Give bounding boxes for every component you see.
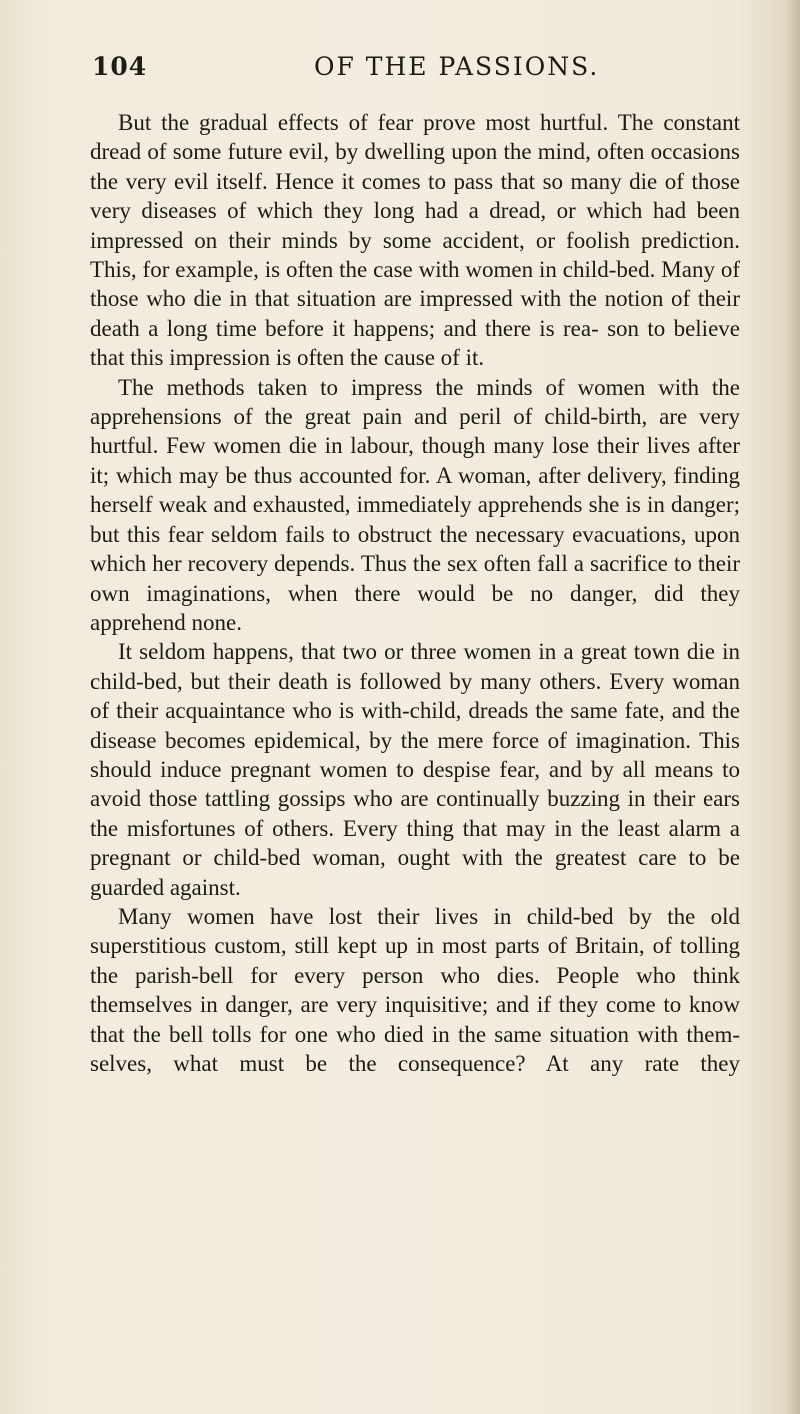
page-number: 104 bbox=[92, 52, 148, 81]
paragraph-fear-effects: But the gradual effects of fear prove most hurtful. The constant dread of some future evil, by dwelling upon the mind, often occasions the very evil itself. Hence it comes to pass that so many die of those very diseases of which they long had a dread, or which had been impressed on their minds by some accident, or foolish prediction. This, for example, is often the case with women in child-bed. Many of those who die in that situation are impressed with the notion of their death a long time before it happens; and there is rea- son to believe that this impression is often the cause of it. bbox=[90, 110, 740, 371]
body-text bbox=[90, 108, 740, 1078]
running-head bbox=[92, 52, 752, 88]
page-edge-shadow bbox=[786, 0, 800, 1414]
running-title: OF THE PASSIONS. bbox=[314, 52, 600, 81]
paragraph-parish-bell: Many women have lost their lives in child-bed by the old superstitious custom, still kept up in most parts of Britain, of tolling the parish-bell for every person who dies. People who think themselves in danger, are very inquisitive; and if they come to know that the bell tolls for one who died in the same situation with them- selves, what must be the consequence? At any rate they bbox=[90, 903, 740, 1076]
paragraph-childbirth-methods: The methods taken to impress the minds of women with the apprehensions of the great pain and peril of child-birth, are very hurtful. Few women die in labour, though many lose their lives after it; which may be thus accounted for. A woman, after delivery, finding herself weak and exhausted, immediately apprehends she is in danger; but this fear seldom fails to obstruct the necessary evacuations, upon which her recovery depends. Thus the sex often fall a sacrifice to their own imaginations, when there would be no danger, did they apprehend none. bbox=[90, 374, 740, 635]
paragraph-epidemic-fear: It seldom happens, that two or three women in a great town die in child-bed, but their death is followed by many others. Every woman of their acquaintance who is with-child, dreads the same fate, and the disease becomes epidemical, by the mere force of imagination. This should induce pregnant women to despise fear, and by all means to avoid those tattling gossips who are continually buzzing in their ears the misfortunes of others. Every thing that may in the least alarm a pregnant or child-bed woman, ought with the greatest care to be guarded against. bbox=[90, 639, 740, 900]
